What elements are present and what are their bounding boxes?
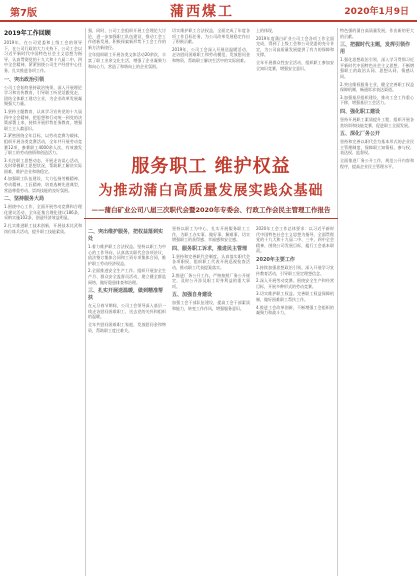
paragraph: 特色强的蒲白高质量发展，作出新的更大的贡献。 — [340, 28, 414, 39]
paragraph: 4.推进工会改革创新，不断增强工会组织的凝聚力和战斗力。 — [256, 304, 334, 316]
paragraph: 切实维护职工合法权益，全面完成了年度各项工作目标任务，为公司改革发展稳定作出了积极贡献。 — [172, 28, 250, 45]
paragraph: 2019年，公司工会深入开展送温暖活动，走访慰问困难职工和劳动模范，发放慰问金和物资，帮助职工解决生活中的实际困难。 — [172, 46, 250, 63]
paragraph: 强，同时，公司工会组织开展工会理论大讨论，进一步加强职工队伍建设，推动工会工作创新发展，积极探索新形势下工会工作的新方法新途径。 — [88, 28, 166, 50]
sub-heading: 三、把握时代主题，发挥引领作用 — [340, 42, 411, 56]
paragraph: 加强工会干部队伍建设，提高工会干部素质和能力，转变工作作风，增强服务意识。 — [172, 300, 250, 311]
page-header — [0, 0, 417, 22]
left-column — [4, 28, 82, 576]
column-divider — [85, 28, 86, 576]
paragraph: 2019年度蒲白矿业公司工会各项工作全面完成，得到了上级工会和公司党委的充分肯定，为公司高质量发展提供了有力的保障和支撑。 — [256, 35, 334, 58]
paragraph: 2019年，在公司党委和上级工会的领导下，在公司行政的大力支持下，公司工会以习近平新时代中国特色社会主义思想为指导，认真贯彻党的十九大和十九届二中、四中全会精神，紧紧围绕公司生产经营中心任务，扎实推进各项工作。 — [4, 40, 82, 73]
sub-heading: 四、服务职工诉求，推进民主管理 — [172, 245, 248, 252]
headline-line-2: 为推动蒲白高质量发展实践众基础 — [98, 183, 324, 199]
main-headline — [84, 152, 338, 214]
paragraph: 1.着力维护职工合法权益。坚持以职工为中心的工作导向，认真落实职代会各项决议，依法签订集体合同和工资专项集体合同，维护职工劳动经济权益。 — [88, 244, 166, 266]
body-column-1 — [88, 226, 166, 576]
sub-heading: 五、深化厂务公开 — [340, 131, 381, 138]
paragraph: 2.全面推进安全生产工作。组织开展安全生产月、群众安全监督员活动，建立健全群监网络，做好隐患排查和治理。 — [88, 268, 166, 285]
column-divider — [337, 28, 338, 576]
body-column-3 — [256, 226, 334, 576]
paragraph: 公司工会始终坚持政治统领，深入开展理论学习和宣传教育，引导职工听党话跟党走，团结全体职工建功立业，为企业改革发展凝聚强大力量。 — [4, 84, 82, 107]
top-column-1 — [88, 28, 166, 148]
sub-heading: 二、突出维护服务，把权益落到实处 — [88, 229, 164, 242]
paragraph: 2.扎实推进职工技术创新，开展技术比武和岗位练兵活动，提升职工技能素质。 — [4, 223, 82, 234]
headline-line-1: 服务职工 维护权益 — [131, 156, 291, 177]
paragraph: 1.坚持和完善职代会制度。认真落实职代会各项职权，组织职工代表开展巡视检查活动，推动职工代表提案落实。 — [172, 253, 250, 270]
newspaper-masthead: 蒲西煤工 — [170, 4, 234, 20]
paragraph: 全年共慰问困难职工家庭，发放慰问金和物资，帮助职工度过难关。 — [88, 321, 166, 333]
sub-heading: 三、扎实开展送温暖，做到精准帮扶 — [88, 288, 164, 302]
top-column-2 — [172, 28, 250, 148]
paragraph: 4.加强职工队伍建设，大力弘扬劳模精神、劳动精神、工匠精神，培育选树先进典型，营造尊重劳动、崇尚技能的良好氛围。 — [4, 176, 82, 193]
issue-date: 2020年1月9日 — [344, 7, 409, 17]
body-column-2 — [172, 226, 250, 576]
paragraph: 3.关注职工思想动态，开展走访谈心活动，及时掌握职工思想状况，帮助职工解决实际困难，维护企业和谐稳定。 — [4, 157, 82, 174]
sub-heading: 四、强化职工建设 — [340, 108, 381, 115]
paragraph: 2020年工会工作总体要求：以习近平新时代中国特色社会主义思想为指导，全面贯彻党的十九大和十九届二中、三中、四中全会精神，围绕公司发展目标，履行工会基本职责。 — [256, 226, 334, 254]
paragraph: 1.坚持主题教育，认真学习宣传党的十九届四中全会精神，把思想和行动统一到党的决策部署上来，持续开展形势任务教育，增强职工主人翁意识。 — [4, 108, 82, 131]
paragraph: 全年开展群众性安全活动，组织职工参加安全知识竞赛，增强安全意识。 — [256, 59, 334, 71]
paragraph: 坚持开展职工素质提升工程，组织开展各类培训和技能竞赛，促进职工全面发展。 — [340, 116, 414, 128]
paragraph: 3.加强基层组织建设，推动工会工作重心下移，增强基层工会活力。 — [340, 94, 414, 106]
headline-subtitle: ——蒲白矿业公司八届三次职代会暨2020年专委会、行政工作会民主管理工作报告 — [91, 206, 331, 214]
paragraph: 2.深入开展劳动竞赛。围绕安全生产和经营目标，开展多种形式的劳动竞赛。 — [256, 278, 334, 289]
sub-heading: 五、加强自身建设 — [172, 292, 213, 299]
sub-heading: 2020年主要工作 — [256, 256, 295, 263]
paragraph: 2.推进厂务公开工作。严格按照厂务公开规定，及时公开涉及职工切身利益的重大事项。 — [172, 272, 250, 289]
paragraph: 在元旦春节期间，公司工会领导深入基层一线走访慰问困难职工，送去党的关怀和组织的温暖。 — [88, 303, 166, 320]
paragraph: 3.切实维护职工权益。完善职工权益保障机制，做好困难职工帮扶工作。 — [256, 291, 334, 302]
right-column — [340, 28, 414, 576]
paragraph: 1.围绕中心工作，全面开展劳动竞赛和合理化建议活动，全年征集合理化建议186条，采纳实施102条，创造经济效益明显。 — [4, 204, 82, 221]
paragraph: 坚持和完善以职代会为基本形式的企业民主管理制度，保障职工知情权、参与权、表达权、监督权。 — [340, 139, 414, 156]
sub-heading: 一、突出政治引领 — [4, 76, 45, 83]
top-column-3 — [256, 28, 334, 148]
page-number: 第7版 — [10, 8, 37, 19]
paragraph: 全面推进厂务公开工作，规范公开内容和程序，提高企业民主管理水平。 — [340, 157, 414, 169]
paragraph: 1.强化思想政治引领，深入学习贯彻习近平新时代中国特色社会主义思想，不断增强职工的政治认同、思想认同、情感认同。 — [340, 57, 414, 79]
paragraph: 坚持以职工为中心，扎实开展服务职工工作，为职工办实事、做好事、解难事，切实增强职工的获得感、幸福感和安全感。 — [172, 226, 250, 243]
paragraph: 2.突出维权服务主业，健全完善职工权益保障机制，畅通诉求表达渠道。 — [340, 81, 414, 93]
paragraph: 2.紧密围绕全年目标，以劳动竞赛为载体，组织开展各类竞赛活动，全年共开展劳动竞赛12项，参赛职工4000余人次，有效激发了职工的劳动热情和创造活力。 — [4, 133, 82, 156]
section-heading: 2019年工作回顾 — [4, 30, 51, 37]
sub-heading: 二、坚持服务大局 — [4, 196, 45, 203]
paragraph: 全年组织职工开展各类文体活动20余次，丰富了职工业余文化生活，增强了企业凝聚力和向心力，营造了和谐向上的企业氛围。 — [88, 52, 166, 69]
paragraph: 1.持续加强思想政治引领。深入开展学习宣传教育活动，引导职工坚定理想信念。 — [256, 264, 334, 276]
paragraph: 上的体现， — [256, 28, 276, 33]
headline-rule — [84, 218, 338, 219]
